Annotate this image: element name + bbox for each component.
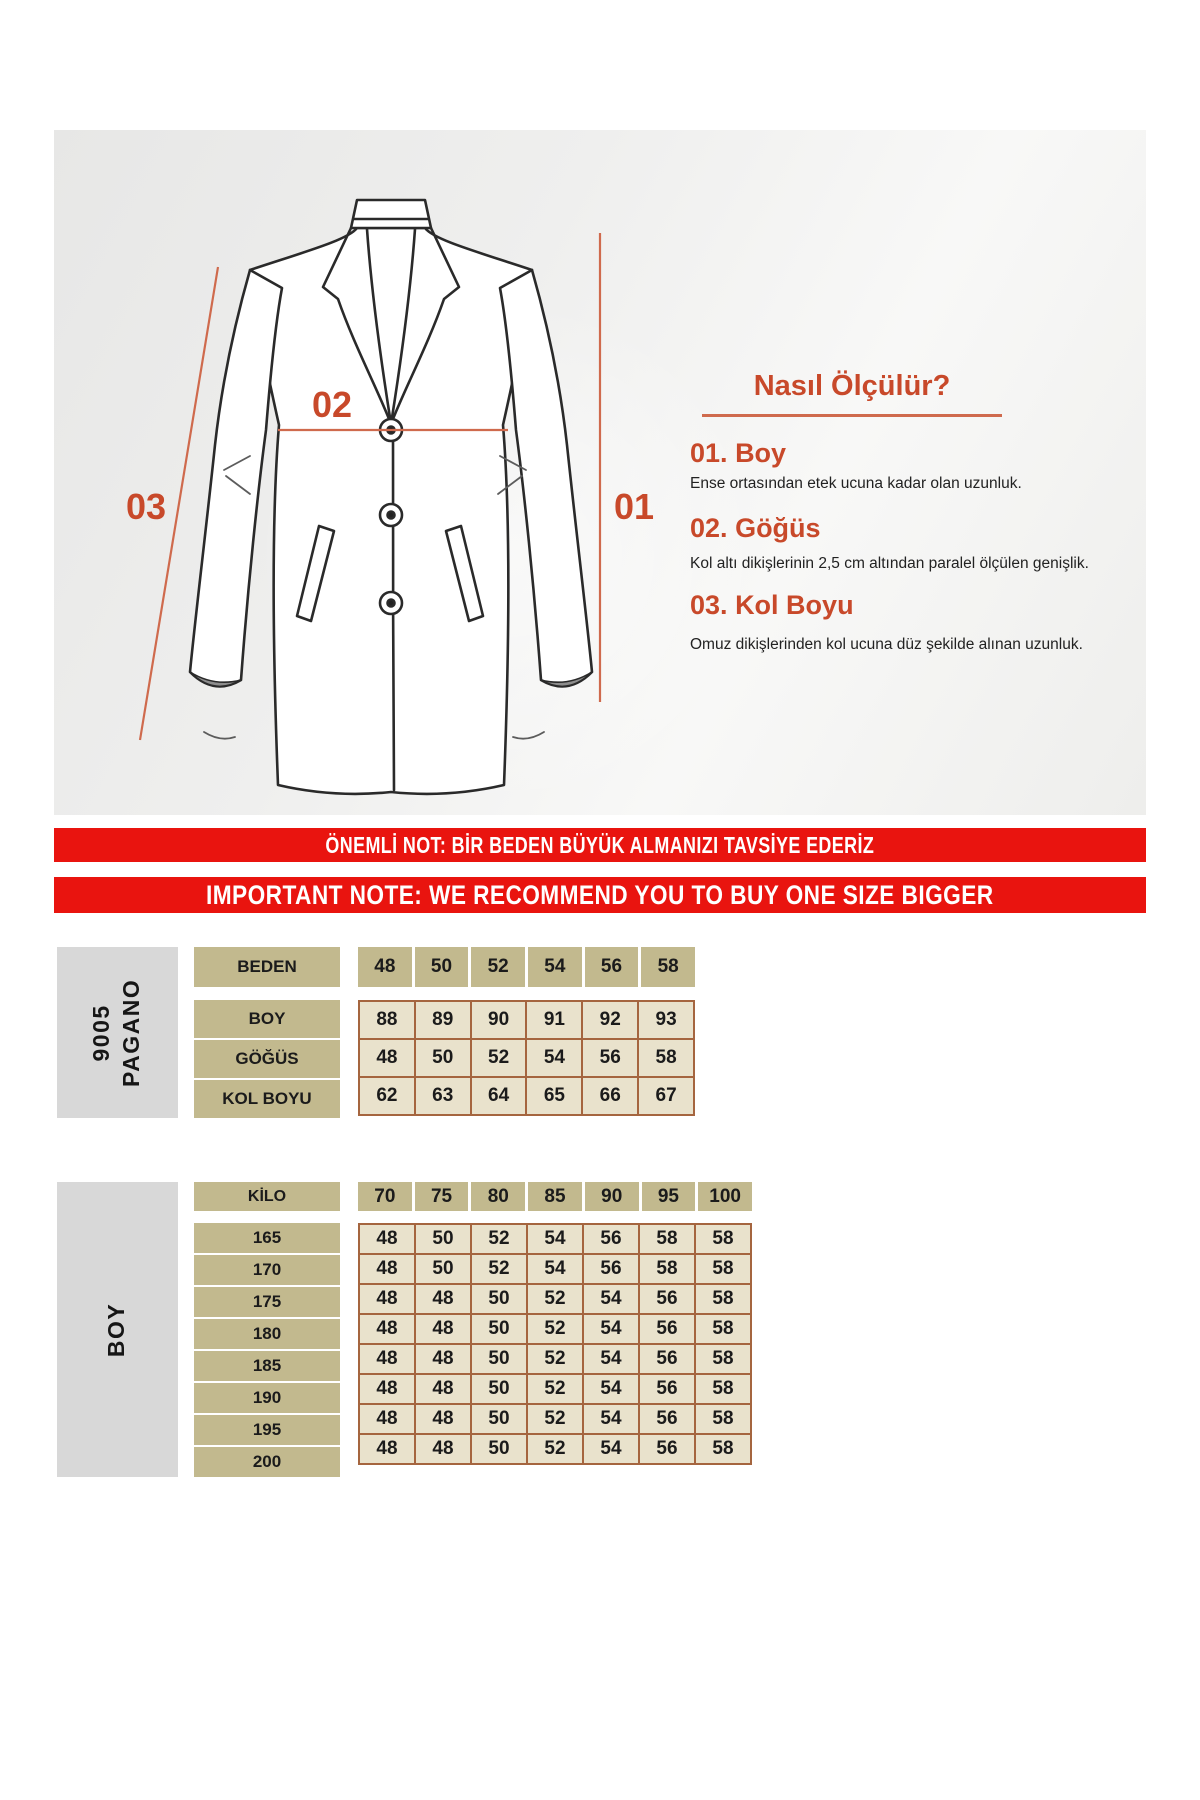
- table-cell: 62: [360, 1078, 414, 1114]
- coat-line-drawing: [54, 130, 694, 815]
- measure-item-2-name: Göğüs: [735, 513, 821, 543]
- table-cell: 48: [416, 1435, 470, 1463]
- table-cell: 50: [472, 1285, 526, 1313]
- table-cell: 48: [358, 947, 412, 987]
- table-cell: 65: [527, 1078, 581, 1114]
- table-cell: 50: [472, 1345, 526, 1373]
- important-note-banner-en: [54, 877, 1146, 913]
- table-cell: 52: [528, 1375, 582, 1403]
- table-cell: 56: [640, 1315, 694, 1343]
- table-cell: 58: [696, 1435, 750, 1463]
- measure-item-3-title: [690, 590, 854, 621]
- table-cell: KOL BOYU: [194, 1080, 340, 1118]
- table-cell: 50: [416, 1255, 470, 1283]
- sleeve-label: 03: [125, 486, 167, 527]
- measure-item-3-desc: Omuz dikişlerinden kol ucuna düz şekilde alınan uzunluk.: [690, 636, 1083, 653]
- measure-item-1-desc: Ense ortasından etek ucuna kadar olan uzunluk.: [690, 475, 1022, 492]
- table-cell: 54: [584, 1285, 638, 1313]
- table-cell: 48: [416, 1285, 470, 1313]
- table-cell: 56: [585, 947, 639, 987]
- measure-item-1-name: Boy: [735, 438, 787, 468]
- measurement-panel: [54, 130, 1146, 815]
- table-cell: 88: [360, 1002, 414, 1038]
- table-cell: 48: [360, 1435, 414, 1463]
- height-table-header-values: [358, 1182, 752, 1211]
- table-cell: 48: [360, 1225, 414, 1253]
- table-cell: 54: [584, 1315, 638, 1343]
- measure-item-2-desc: Kol altı dikişlerinin 2,5 cm altından paralel ölçülen genişlik.: [690, 555, 1089, 572]
- length-label: 01: [613, 486, 655, 527]
- table-cell: 66: [583, 1078, 637, 1114]
- table-cell: BOY: [194, 1000, 340, 1038]
- table-cell: 89: [416, 1002, 470, 1038]
- table-cell: 48: [360, 1375, 414, 1403]
- table-cell: 52: [471, 947, 525, 987]
- table-cell: 58: [696, 1255, 750, 1283]
- table-cell: 52: [528, 1285, 582, 1313]
- table-cell: 56: [640, 1345, 694, 1373]
- table-cell: 56: [640, 1405, 694, 1433]
- rotated-label-line: PAGANO: [118, 978, 145, 1087]
- table-cell: 90: [472, 1002, 526, 1038]
- important-note-banner-tr: [54, 828, 1146, 862]
- table-cell: 54: [584, 1435, 638, 1463]
- table-cell: 48: [360, 1345, 414, 1373]
- size-table-header-label: BEDEN: [194, 947, 340, 987]
- table-cell: 54: [584, 1345, 638, 1373]
- table-cell: 67: [639, 1078, 693, 1114]
- table-cell: 92: [583, 1002, 637, 1038]
- table-cell: 54: [584, 1405, 638, 1433]
- table-cell: 58: [640, 1225, 694, 1253]
- table-cell: 63: [416, 1078, 470, 1114]
- table-cell: 58: [641, 947, 695, 987]
- table-cell: 58: [639, 1040, 693, 1076]
- table-cell: 52: [528, 1405, 582, 1433]
- table-cell: 170: [194, 1255, 340, 1285]
- height-table-row-labels: [194, 1223, 340, 1477]
- table-cell: 85: [528, 1182, 582, 1211]
- important-note-text-tr: ÖNEMLİ NOT: BİR BEDEN BÜYÜK ALMANIZI TAVSİYE EDERİZ: [325, 831, 875, 858]
- coat-left-sleeve: [190, 270, 282, 686]
- table-cell: 48: [360, 1285, 414, 1313]
- table-cell: 52: [528, 1345, 582, 1373]
- table-cell: 56: [584, 1255, 638, 1283]
- size-table-grid: [358, 1000, 695, 1116]
- table-cell: GÖĞÜS: [194, 1040, 340, 1078]
- table-cell: 195: [194, 1415, 340, 1445]
- table-cell: 64: [472, 1078, 526, 1114]
- table-cell: 54: [528, 1255, 582, 1283]
- size-table-model-label: [88, 978, 148, 1086]
- measure-item-2-number: 02.: [690, 513, 728, 543]
- table-cell: 48: [360, 1040, 414, 1076]
- table-cell: 56: [640, 1285, 694, 1313]
- size-table-row-labels: [194, 1000, 340, 1118]
- chest-label: 02: [311, 384, 353, 425]
- table-cell: 50: [416, 1040, 470, 1076]
- table-cell: 185: [194, 1351, 340, 1381]
- measure-item-1-title: [690, 438, 786, 469]
- table-cell: 175: [194, 1287, 340, 1317]
- table-cell: 93: [639, 1002, 693, 1038]
- table-cell: 50: [472, 1375, 526, 1403]
- table-cell: 100: [698, 1182, 752, 1211]
- table-cell: 56: [584, 1225, 638, 1253]
- table-cell: 180: [194, 1319, 340, 1349]
- table-cell: 48: [416, 1405, 470, 1433]
- table-cell: 54: [528, 1225, 582, 1253]
- table-cell: 48: [360, 1255, 414, 1283]
- table-cell: 80: [471, 1182, 525, 1211]
- measure-item-3-number: 03.: [690, 590, 728, 620]
- measure-item-1-number: 01.: [690, 438, 728, 468]
- table-cell: 50: [472, 1435, 526, 1463]
- table-cell: 54: [584, 1375, 638, 1403]
- measure-item-3-name: Kol Boyu: [735, 590, 854, 620]
- table-cell: 58: [696, 1375, 750, 1403]
- coat-right-sleeve: [500, 270, 592, 686]
- height-table-header-label: KİLO: [194, 1182, 340, 1211]
- table-cell: 90: [585, 1182, 639, 1211]
- table-cell: 58: [640, 1255, 694, 1283]
- table-cell: 52: [528, 1435, 582, 1463]
- table-cell: 48: [360, 1315, 414, 1343]
- table-cell: 58: [696, 1345, 750, 1373]
- table-cell: 70: [358, 1182, 412, 1211]
- how-to-measure-title: Nasıl Ölçülür?: [702, 370, 1002, 417]
- table-cell: 91: [527, 1002, 581, 1038]
- table-cell: 48: [416, 1315, 470, 1343]
- table-cell: 58: [696, 1405, 750, 1433]
- table-cell: 54: [528, 947, 582, 987]
- size-table-model-box: [57, 947, 178, 1118]
- table-cell: 50: [472, 1405, 526, 1433]
- table-cell: 52: [472, 1225, 526, 1253]
- table-cell: 56: [640, 1435, 694, 1463]
- table-cell: 95: [642, 1182, 696, 1211]
- table-cell: 54: [527, 1040, 581, 1076]
- important-note-text-en: IMPORTANT NOTE: WE RECOMMEND YOU TO BUY ONE SIZE BIGGER: [206, 879, 994, 910]
- table-cell: 52: [472, 1255, 526, 1283]
- height-table-side-label: BOY: [103, 1302, 130, 1357]
- table-cell: 48: [416, 1375, 470, 1403]
- coat-collar: [351, 200, 431, 228]
- rotated-label-line: 9005: [88, 1003, 115, 1062]
- table-cell: 58: [696, 1225, 750, 1253]
- measure-item-2-title: [690, 513, 821, 544]
- table-cell: 56: [583, 1040, 637, 1076]
- table-cell: 75: [415, 1182, 469, 1211]
- size-table-header-values: [358, 947, 695, 987]
- table-cell: 56: [640, 1375, 694, 1403]
- table-cell: 50: [472, 1315, 526, 1343]
- table-cell: 52: [472, 1040, 526, 1076]
- table-cell: 200: [194, 1447, 340, 1477]
- table-cell: 50: [416, 1225, 470, 1253]
- height-table-grid: [358, 1223, 752, 1465]
- table-cell: 190: [194, 1383, 340, 1413]
- table-cell: 48: [360, 1405, 414, 1433]
- table-cell: 58: [696, 1315, 750, 1343]
- table-cell: 48: [416, 1345, 470, 1373]
- height-table-side-box: [57, 1182, 178, 1477]
- table-cell: 165: [194, 1223, 340, 1253]
- table-cell: 58: [696, 1285, 750, 1313]
- table-cell: 50: [415, 947, 469, 987]
- table-cell: 52: [528, 1315, 582, 1343]
